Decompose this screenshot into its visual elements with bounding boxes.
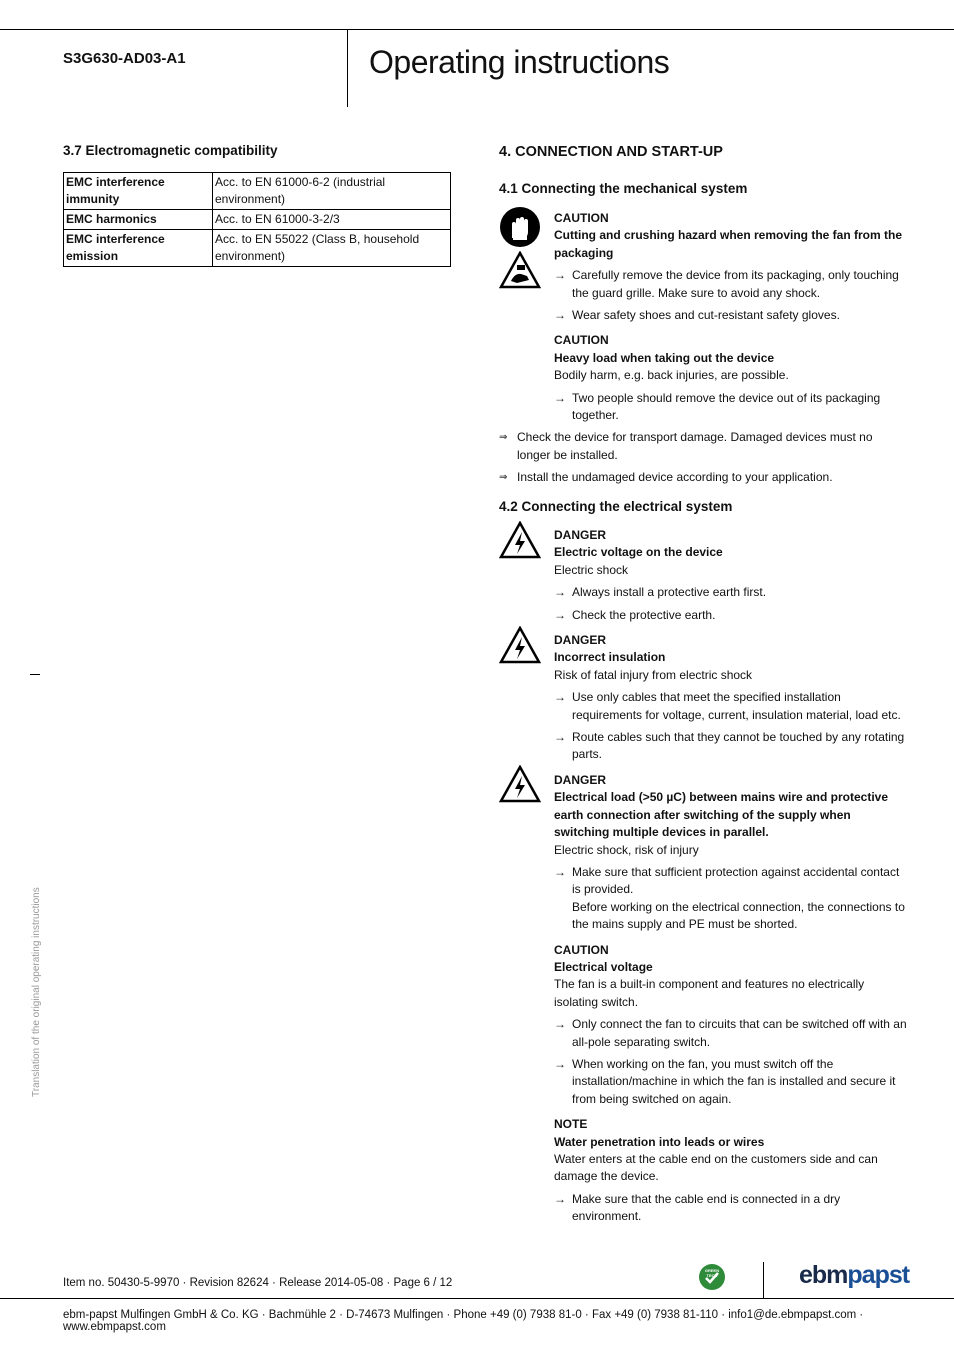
note-block-water — [499, 1116, 909, 1225]
danger-text: Risk of fatal injury from electric shock — [554, 667, 753, 682]
note-text: Water enters at the cable end on the customers side and can damage the device. — [554, 1152, 878, 1184]
caution-block-voltage — [499, 942, 909, 1109]
instruction-item: → Carefully remove the device from its packaging, only touching the guard grille. Make sure to avoid any shock. — [554, 267, 909, 302]
danger-title: Electrical load (>50 µC) between mains wire and protective earth connection after switching of the supply when switching multiple devices in parallel. — [554, 790, 889, 840]
danger-block-voltage — [499, 527, 909, 624]
subsection-heading-electrical: 4.2 Connecting the electrical system — [499, 499, 733, 514]
table-key: EMC interference immunity — [64, 173, 213, 210]
note-label: NOTE — [554, 1117, 588, 1132]
double-arrow-icon: ⇒ — [499, 432, 508, 444]
model-number: S3G630-AD03-A1 — [63, 50, 186, 67]
instruction-item: → Use only cables that meet the specified installation requirements for voltage, current, insulation material, load etc. — [554, 689, 909, 724]
table-value: Acc. to EN 61000-6-2 (industrial environment) — [213, 173, 451, 210]
table-row — [64, 173, 451, 210]
side-note: Translation of the original operating instructions — [31, 887, 42, 1097]
caution-title: Cutting and crushing hazard when removing the fan from the packaging — [554, 228, 903, 260]
subsection-heading-mechanical: 4.1 Connecting the mechanical system — [499, 181, 748, 196]
table-key: EMC interference emission — [64, 230, 213, 267]
danger-label: DANGER — [554, 633, 607, 648]
badge-text: GREEN TECH — [704, 1268, 720, 1278]
margin-mark — [30, 674, 40, 675]
page-title: Operating instructions — [369, 44, 670, 80]
caution-label: CAUTION — [554, 942, 609, 957]
instruction-item: → Only connect the fan to circuits that can be switched off with an all-pole separating switch. — [554, 1016, 909, 1051]
instruction-item: → Check the protective earth. — [554, 607, 909, 624]
danger-text: Electric shock — [554, 562, 629, 577]
caution-label: CAUTION — [554, 333, 609, 348]
instruction-item: → Make sure that sufficient protection against accidental contact is provided. Before working on the electrical connection, the connections to the mains supply and PE must be shorted. — [554, 864, 909, 934]
table-value: Acc. to EN 61000-3-2/3 — [213, 210, 451, 230]
check-item: ⇒ Check the device for transport damage. Damaged devices must no longer be installed. — [499, 430, 873, 462]
double-arrow-icon: ⇒ — [499, 472, 508, 484]
footer-address: ebm-papst Mulfingen GmbH & Co. KG · Bachmühle 2 · D-74673 Mulfingen · Phone +49 (0) 7938 81-0 · Fax +49 (0) 7938 81-110 · info1@de.ebmpapst.com · www.ebmpapst.com — [63, 1309, 864, 1333]
instruction-item: → Wear safety shoes and cut-resistant safety gloves. — [554, 307, 909, 324]
caution-text: Bodily harm, e.g. back injuries, are possible. — [554, 368, 789, 383]
section-heading-emc: 3.7 Electromagnetic compatibility — [63, 143, 278, 158]
footer-rule — [0, 1298, 954, 1299]
instruction-item: → Make sure that the cable end is connected in a dry environment. — [554, 1191, 909, 1226]
danger-block-electrical-load — [499, 772, 909, 934]
header-divider — [347, 29, 348, 107]
ebmpapst-logo: ebmpapst — [799, 1261, 910, 1289]
footer-divider — [763, 1262, 764, 1298]
caution-title: Electrical voltage — [554, 959, 653, 974]
table-row — [64, 230, 451, 267]
header-rule — [0, 29, 954, 30]
green-tech-badge — [698, 1263, 726, 1294]
instruction-item: → Always install a protective earth first. — [554, 584, 909, 601]
caution-label: CAUTION — [554, 211, 609, 225]
table-key: EMC harmonics — [64, 210, 213, 230]
danger-blocks — [499, 527, 909, 1226]
footer-item-info: Item no. 50430-5-9970 · Revision 82624 · Release 2014-05-08 · Page 6 / 12 — [63, 1277, 453, 1289]
table-row — [64, 210, 451, 230]
danger-text: Electric shock, risk of injury — [554, 842, 699, 857]
instruction-item: → Route cables such that they cannot be touched by any rotating parts. — [554, 729, 909, 764]
check-item: ⇒ Install the undamaged device according to your application. — [499, 469, 909, 486]
emc-table — [63, 172, 451, 267]
caution-text: The fan is a built-in component and features no electrically isolating switch. — [554, 977, 865, 1009]
note-title: Water penetration into leads or wires — [554, 1134, 765, 1149]
danger-label: DANGER — [554, 528, 607, 542]
section-heading-connection: 4. CONNECTION AND START-UP — [499, 144, 723, 160]
instruction-item: → Two people should remove the device out of its packaging together. — [554, 390, 909, 425]
caution-title: Heavy load when taking out the device — [554, 350, 775, 365]
danger-title: Electric voltage on the device — [554, 545, 723, 560]
table-value: Acc. to EN 55022 (Class B, household environment) — [213, 230, 451, 267]
danger-block-insulation — [499, 632, 909, 764]
caution-block-packaging — [499, 210, 909, 487]
instruction-item: → When working on the fan, you must switch off the installation/machine in which the fan is installed and secure it from being switched on again. — [554, 1056, 909, 1108]
danger-label: DANGER — [554, 772, 607, 787]
danger-title: Incorrect insulation — [554, 650, 666, 665]
